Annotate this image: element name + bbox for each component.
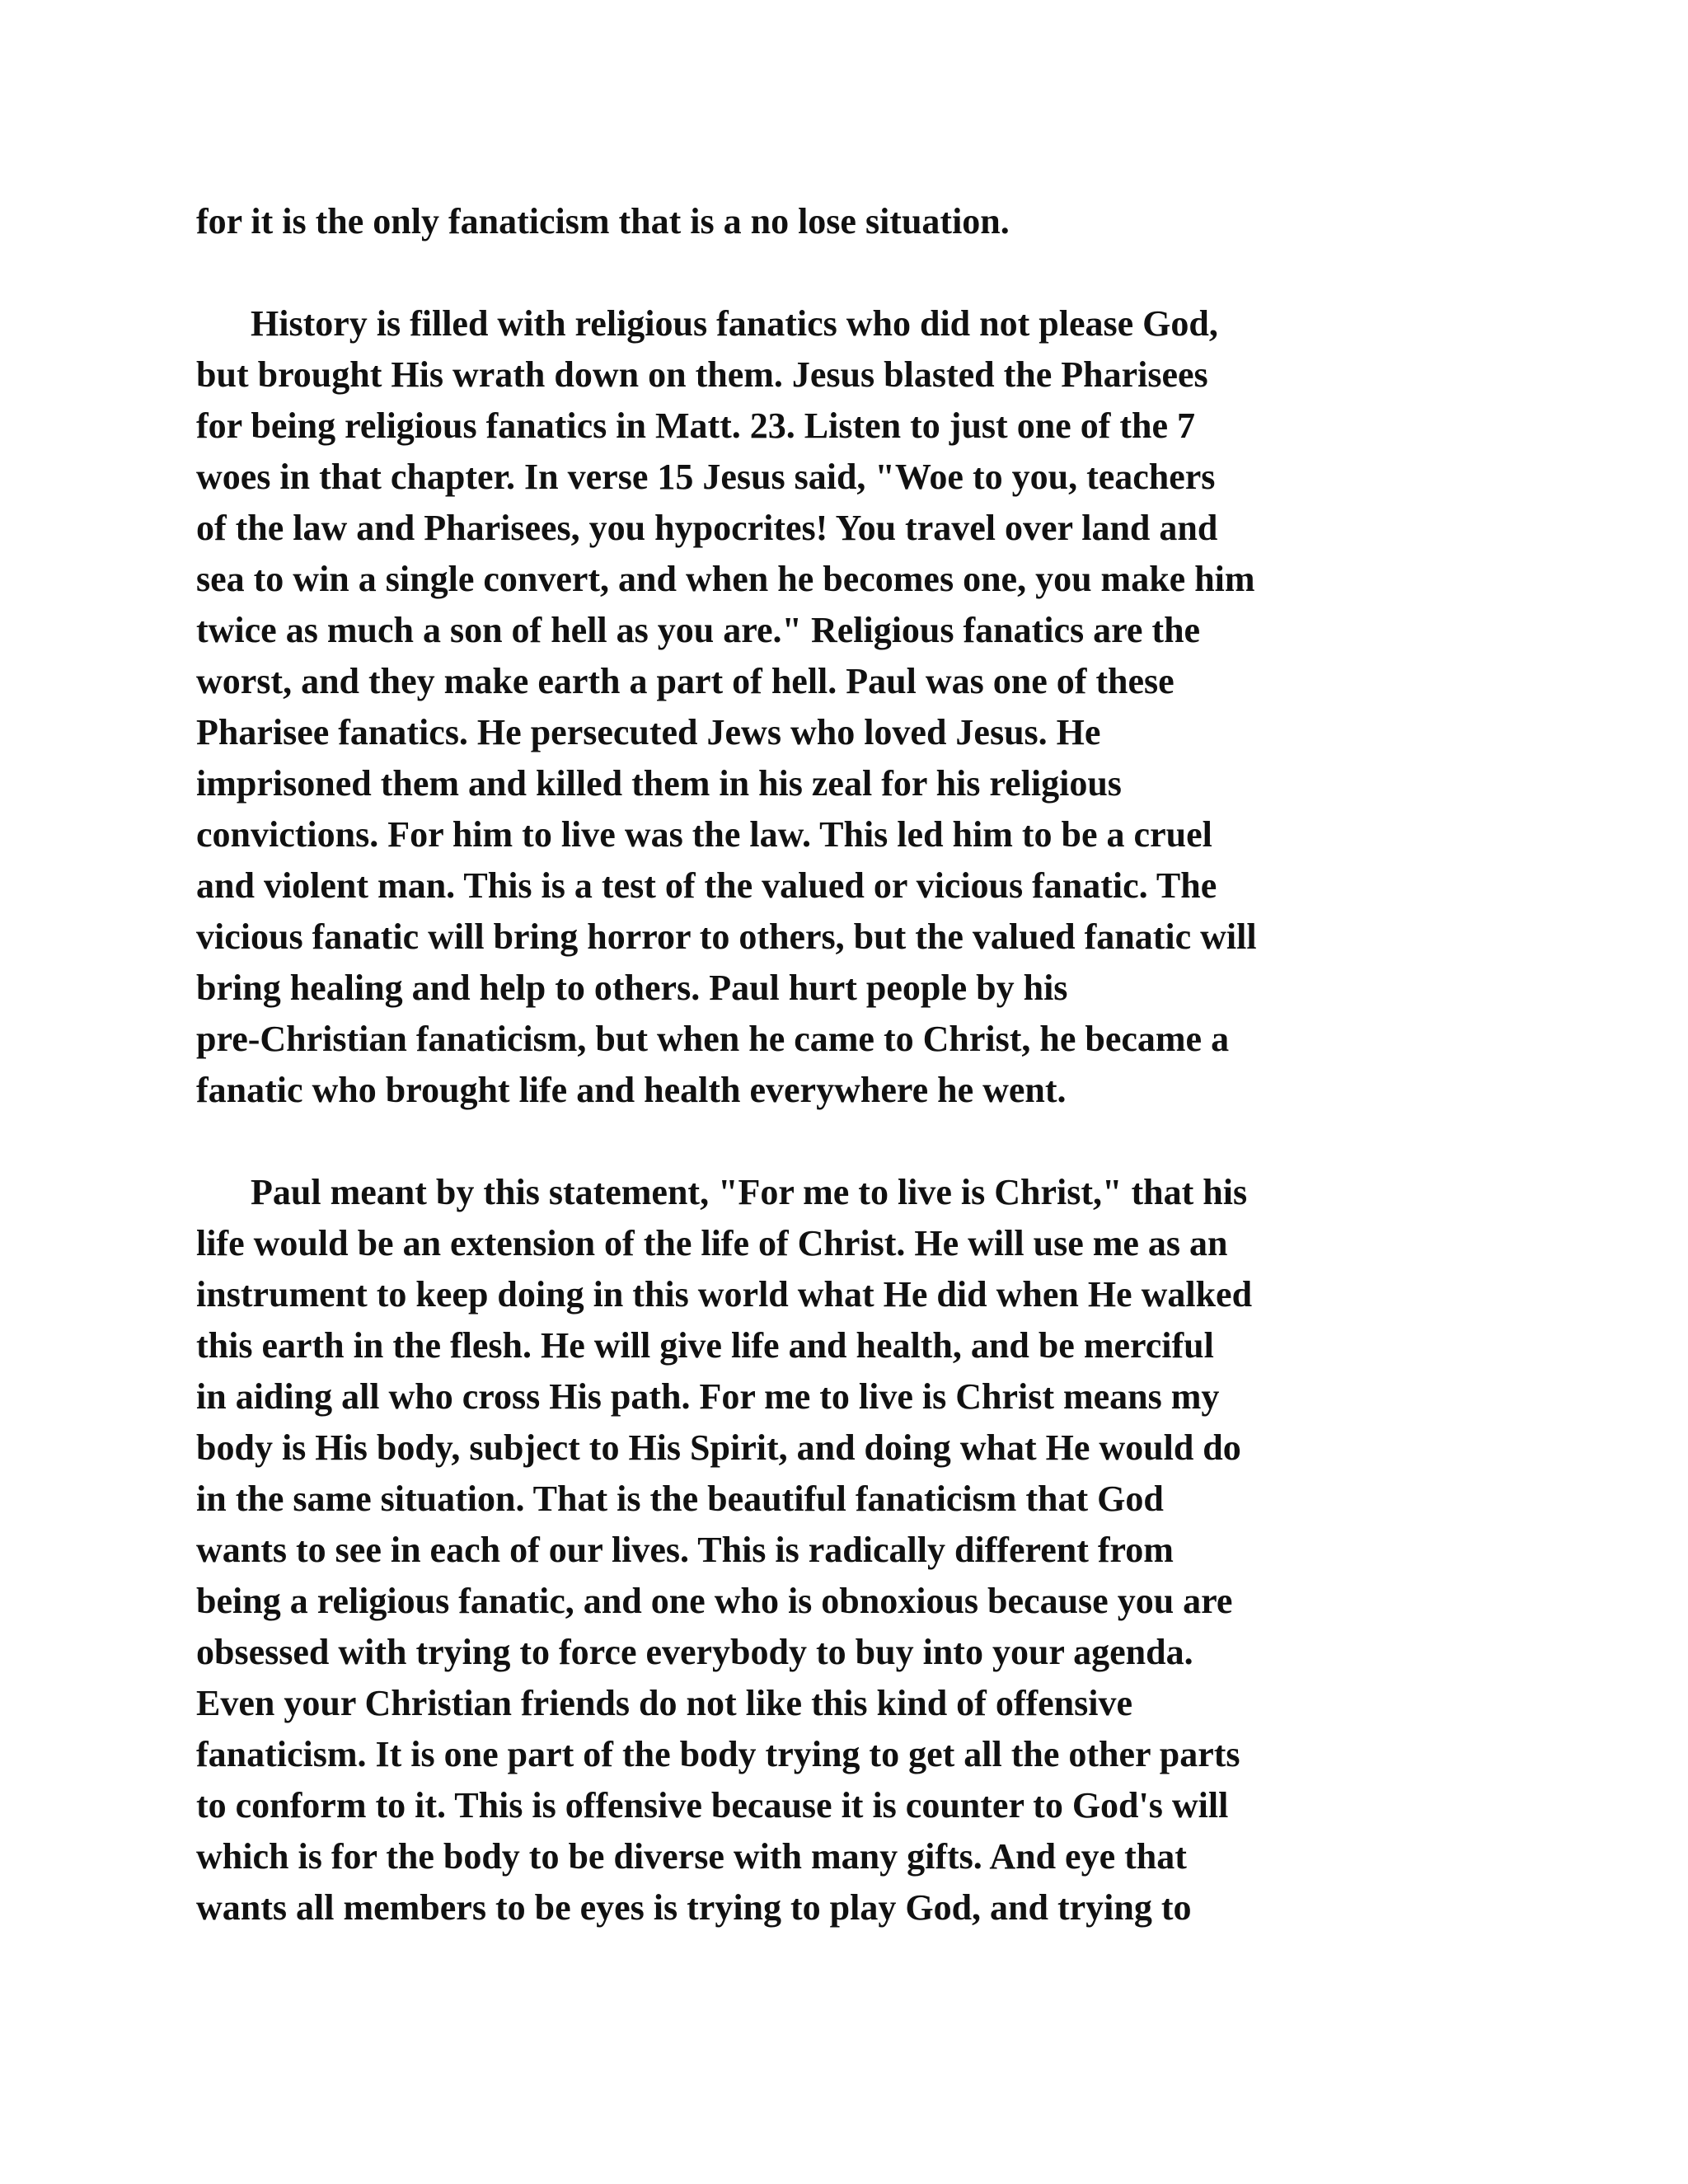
text-line: worst, and they make earth a part of hell. Paul was one of these — [196, 661, 1175, 701]
text-line: for it is the only fanaticism that is a no lose situation. — [196, 201, 1010, 241]
text-line: Paul meant by this statement, "For me to live is Christ," that his — [251, 1172, 1248, 1212]
paragraph-3 — [196, 1167, 1531, 1933]
text-line: which is for the body to be diverse with many gifts. And eye that — [196, 1836, 1187, 1877]
text-line: body is His body, subject to His Spirit, and doing what He would do — [196, 1427, 1241, 1468]
text-line: life would be an extension of the life of Christ. He will use me as an — [196, 1223, 1228, 1263]
text-line: twice as much a son of hell as you are." Religious fanatics are the — [196, 610, 1201, 650]
paragraph-gap — [196, 247, 1531, 298]
text-line: to conform to it. This is offensive because it is counter to God's will — [196, 1785, 1229, 1825]
text-line: in the same situation. That is the beautiful fanaticism that God — [196, 1479, 1164, 1519]
text-line: instrument to keep doing in this world what He did when He walked — [196, 1274, 1253, 1315]
text-line: for being religious fanatics in Matt. 23. Listen to just one of the 7 — [196, 405, 1195, 446]
paragraph-gap — [196, 1116, 1531, 1167]
text-line: pre-Christian fanaticism, but when he came to Christ, he became a — [196, 1019, 1230, 1059]
text-line: Pharisee fanatics. He persecuted Jews who loved Jesus. He — [196, 712, 1101, 752]
text-line: convictions. For him to live was the law. This led him to be a cruel — [196, 814, 1212, 855]
body-text — [196, 196, 1531, 1933]
text-line: but brought His wrath down on them. Jesus blasted the Pharisees — [196, 354, 1208, 395]
text-line: of the law and Pharisees, you hypocrites! You travel over land and — [196, 508, 1218, 548]
text-line: bring healing and help to others. Paul hurt people by his — [196, 968, 1068, 1008]
text-line: fanatic who brought life and health everywhere he went. — [196, 1070, 1067, 1110]
text-line: wants to see in each of our lives. This is radically different from — [196, 1530, 1174, 1570]
text-line: vicious fanatic will bring horror to others, but the valued fanatic will — [196, 916, 1257, 957]
text-line: obsessed with trying to force everybody to buy into your agenda. — [196, 1632, 1193, 1672]
paragraph-2 — [196, 298, 1531, 1116]
text-line: woes in that chapter. In verse 15 Jesus said, "Woe to you, teachers — [196, 457, 1216, 497]
paragraph-1 — [196, 196, 1531, 247]
text-line: this earth in the flesh. He will give life and health, and be merciful — [196, 1325, 1214, 1366]
text-line: History is filled with religious fanatics who did not please God, — [251, 303, 1218, 344]
text-line: fanaticism. It is one part of the body trying to get all the other parts — [196, 1734, 1240, 1774]
text-line: imprisoned them and killed them in his zeal for his religious — [196, 763, 1122, 804]
text-line: sea to win a single convert, and when he becomes one, you make him — [196, 559, 1255, 599]
text-line: wants all members to be eyes is trying to play God, and trying to — [196, 1887, 1192, 1928]
text-line: in aiding all who cross His path. For me to live is Christ means my — [196, 1376, 1220, 1417]
text-line: Even your Christian friends do not like this kind of offensive — [196, 1683, 1133, 1723]
text-line: and violent man. This is a test of the valued or vicious fanatic. The — [196, 865, 1217, 906]
text-line: being a religious fanatic, and one who is obnoxious because you are — [196, 1581, 1233, 1621]
